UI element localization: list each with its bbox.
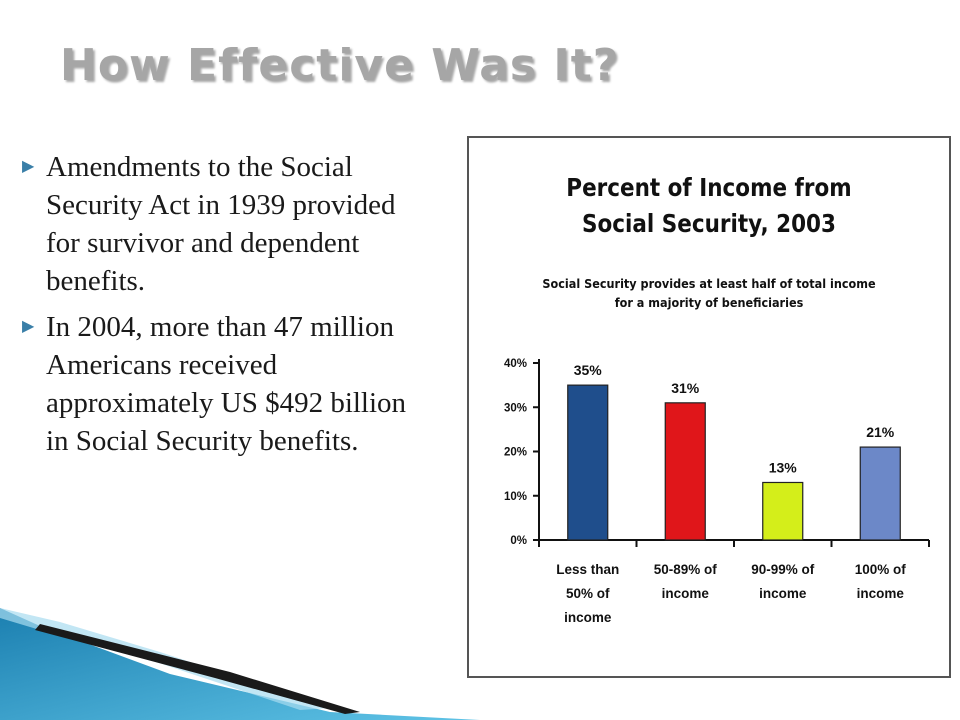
- y-tick-label: 10%: [503, 490, 527, 503]
- x-tick-label: 90-99% of: [751, 562, 815, 577]
- x-tick-label: income: [564, 610, 612, 625]
- x-tick-label: income: [759, 586, 807, 601]
- chart-subtitle-line: for a majority of beneficiaries: [614, 295, 804, 310]
- bullet-item: [18, 148, 418, 300]
- data-label: 35%: [573, 362, 602, 379]
- x-tick-label: 100% of: [854, 562, 906, 577]
- bullet-item: [18, 308, 418, 460]
- x-tick-label: Less than: [556, 562, 620, 577]
- y-tick-label: 40%: [503, 358, 527, 370]
- x-tick-label: income: [661, 586, 709, 601]
- bullet-text: In 2004, more than 47 million Americans received approximately US $492 billion in Social Security benefits.: [46, 311, 407, 457]
- bar: [568, 385, 608, 540]
- data-label: 13%: [768, 459, 797, 476]
- chart-title-line: Percent of Income from: [566, 173, 852, 202]
- bar: [763, 482, 803, 540]
- bar-chart: [469, 138, 949, 676]
- chart-frame: [467, 136, 951, 678]
- bar: [860, 447, 900, 540]
- chart-subtitle-line: Social Security provides at least half of total income: [542, 276, 876, 291]
- chart-title-line: Social Security, 2003: [582, 209, 836, 238]
- data-label: 21%: [866, 424, 895, 441]
- decorative-swoosh: [0, 600, 480, 720]
- y-tick-label: 30%: [503, 402, 527, 415]
- y-tick-label: 0%: [510, 535, 527, 547]
- slide-title: How Effective Was It?: [60, 40, 620, 91]
- x-tick-label: income: [856, 586, 904, 601]
- triangle-bullet-icon: ▶: [22, 318, 35, 335]
- bullet-text: Amendments to the Social Security Act in 1939 provided for survivor and dependent benefits.: [46, 151, 396, 297]
- x-tick-label: 50% of: [565, 586, 610, 601]
- y-tick-label: 20%: [503, 446, 527, 459]
- bullet-list: [18, 148, 418, 468]
- triangle-bullet-icon: ▶: [22, 158, 35, 175]
- bar: [665, 403, 705, 540]
- data-label: 31%: [671, 379, 700, 396]
- x-tick-label: 50-89% of: [653, 562, 717, 577]
